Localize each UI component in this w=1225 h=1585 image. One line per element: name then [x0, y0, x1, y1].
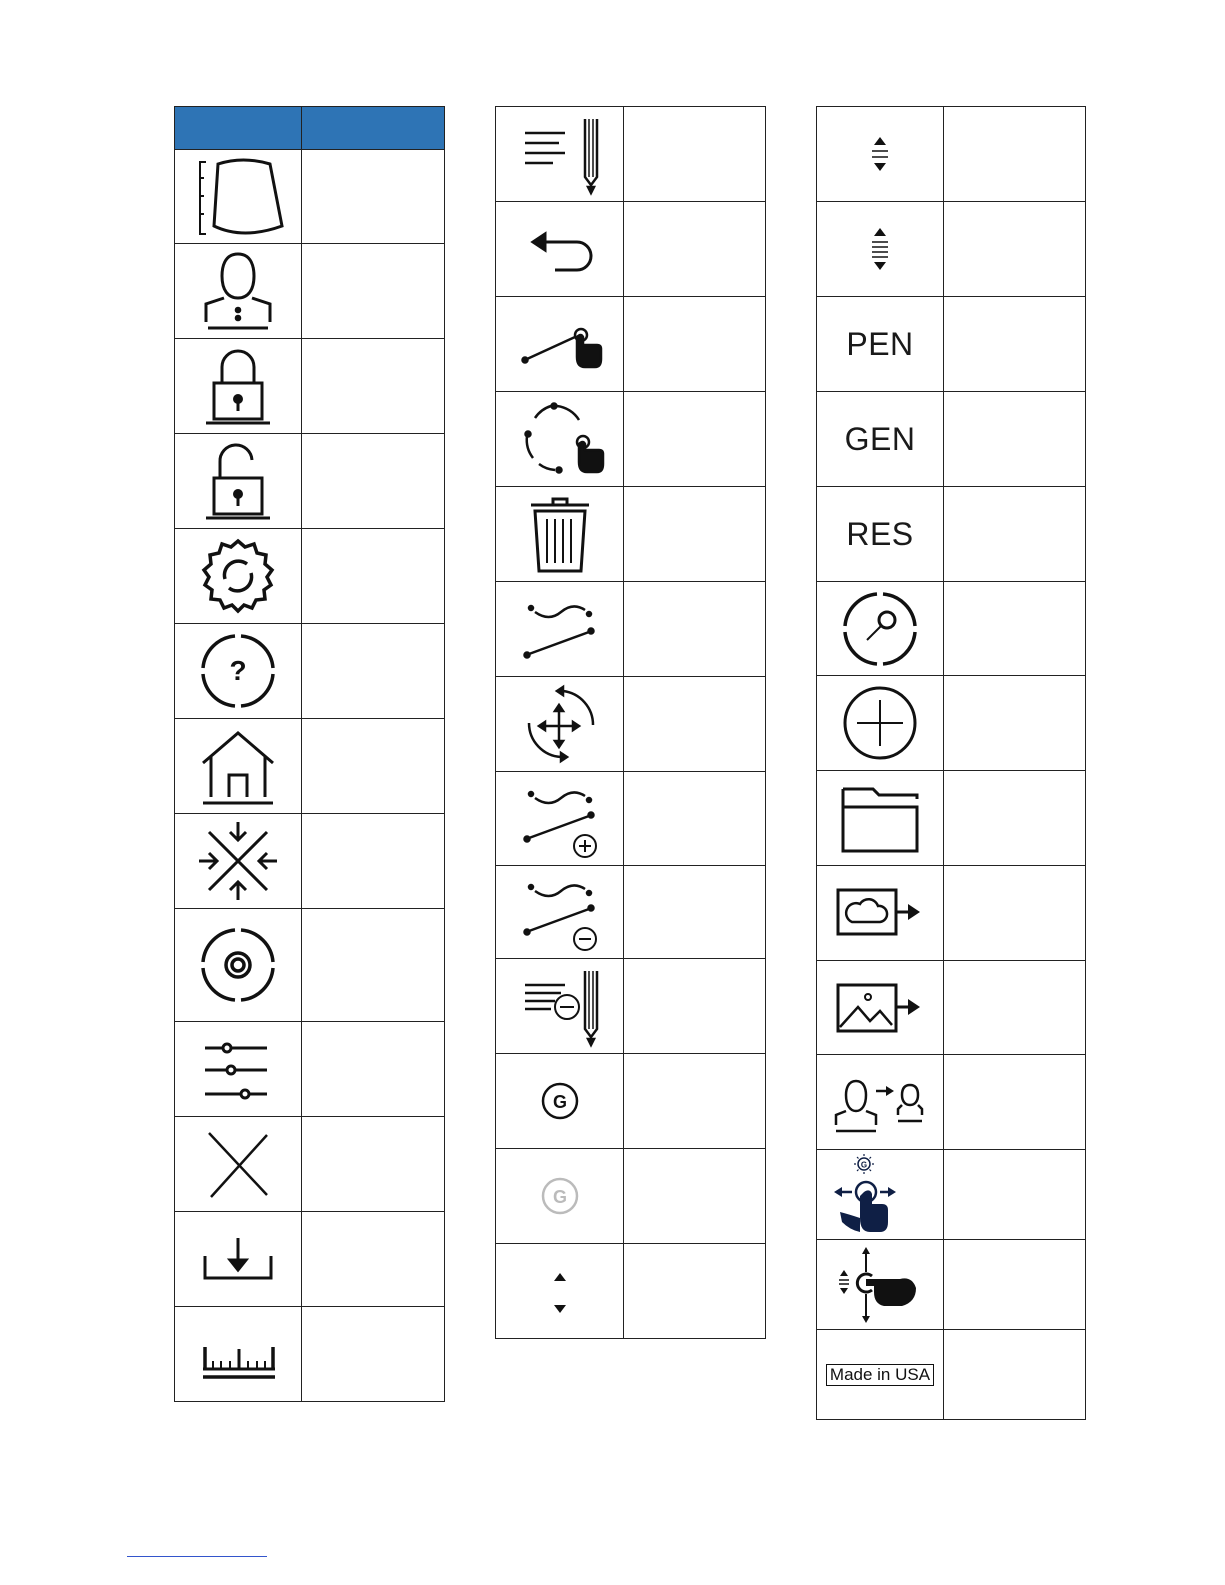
description: [302, 244, 445, 339]
description: [944, 202, 1086, 297]
settings-gear-icon: [175, 529, 302, 624]
made-in-usa-badge: Made in USA: [817, 1330, 944, 1420]
table-row: [496, 582, 766, 677]
description: [302, 339, 445, 434]
table-row: [175, 719, 445, 814]
description: [624, 392, 766, 487]
table-header: [175, 107, 445, 150]
footer-rule: [127, 1556, 267, 1557]
description: [624, 1054, 766, 1149]
table-row: [817, 1330, 1086, 1420]
table-row: [496, 772, 766, 866]
description: [302, 1307, 445, 1402]
table-row: [817, 297, 1086, 392]
gain-swipe-gesture-icon: [817, 1150, 944, 1240]
description: [624, 772, 766, 866]
linear-measure-touch-icon: [496, 297, 624, 392]
description: [624, 582, 766, 677]
table-row: [175, 1117, 445, 1212]
res-label: RES: [817, 487, 944, 582]
table-row: [175, 909, 445, 1022]
description: [944, 1240, 1086, 1330]
description: [944, 107, 1086, 202]
help-icon: [175, 624, 302, 719]
table-row: [496, 677, 766, 772]
cloud-export-icon: [817, 866, 944, 961]
depth-swipe-gesture-icon: [817, 1240, 944, 1330]
cross-lines-icon: [175, 1117, 302, 1212]
description: [624, 1149, 766, 1244]
gain-disabled-icon: [496, 1149, 624, 1244]
table-row: [175, 339, 445, 434]
sliders-icon: [175, 1022, 302, 1117]
description: [944, 1330, 1086, 1420]
description: [302, 624, 445, 719]
gen-label: GEN: [817, 392, 944, 487]
table-row: [175, 1022, 445, 1117]
description: [302, 1022, 445, 1117]
description: [302, 434, 445, 529]
depth-adjust-icon: [817, 107, 944, 202]
table-row: [496, 1054, 766, 1149]
pen-label: PEN: [817, 297, 944, 392]
annotate-remove-icon: [496, 959, 624, 1054]
description: [624, 202, 766, 297]
table-row: [496, 1149, 766, 1244]
table-row: [175, 814, 445, 909]
trace-remove-icon: [496, 866, 624, 959]
table-row: [496, 959, 766, 1054]
gain-icon: [496, 1054, 624, 1149]
patient-icon: [175, 244, 302, 339]
description: [944, 582, 1086, 676]
table-row: [175, 529, 445, 624]
patient-transfer-icon: [817, 1055, 944, 1150]
description: [944, 297, 1086, 392]
rotate-move-icon: [496, 677, 624, 772]
symbols-table-1: [174, 106, 445, 1402]
description: [302, 1212, 445, 1307]
trace-add-icon: [496, 772, 624, 866]
table-row: [496, 297, 766, 392]
table-row: [817, 771, 1086, 866]
svg-text:?: ?: [229, 655, 247, 686]
up-down-arrows-icon: [496, 1244, 624, 1339]
description: [944, 1055, 1086, 1150]
unlock-icon: [175, 434, 302, 529]
ellipse-measure-touch-icon: [496, 392, 624, 487]
symbols-table-2: [495, 106, 766, 1339]
description: [624, 297, 766, 392]
table-row: [817, 582, 1086, 676]
annotate-pencil-icon: [496, 107, 624, 202]
undo-icon: [496, 202, 624, 297]
lock-icon: [175, 339, 302, 434]
svg-text:G: G: [552, 1187, 567, 1207]
description: [624, 487, 766, 582]
description: [302, 814, 445, 909]
table-row: [175, 624, 445, 719]
table-row: [817, 107, 1086, 202]
table-row: [175, 1307, 445, 1402]
table-row: [496, 392, 766, 487]
table-row: [817, 1055, 1086, 1150]
depth-scale-icon: [175, 150, 302, 244]
table-row: [817, 1240, 1086, 1330]
table-row: [817, 487, 1086, 582]
description: [624, 959, 766, 1054]
header-description: [302, 107, 445, 150]
description: [302, 719, 445, 814]
description: [302, 909, 445, 1022]
add-circle-icon: [817, 676, 944, 771]
description: [944, 866, 1086, 961]
symbols-table-3: [816, 106, 1086, 1420]
description: [302, 1117, 445, 1212]
table-row: [817, 866, 1086, 961]
description: [302, 529, 445, 624]
description: [944, 961, 1086, 1055]
table-row: [175, 244, 445, 339]
description: [624, 677, 766, 772]
table-row: [496, 487, 766, 582]
zoom-circle-icon: [817, 582, 944, 676]
depth-adjust-alt-icon: [817, 202, 944, 297]
header-symbol: [175, 107, 302, 150]
table-row: [496, 866, 766, 959]
table-row: [817, 202, 1086, 297]
image-export-icon: [817, 961, 944, 1055]
description: [624, 1244, 766, 1339]
table-row: [175, 150, 445, 244]
description: [944, 392, 1086, 487]
table-row: [496, 1244, 766, 1339]
description: [624, 866, 766, 959]
svg-text:G: G: [860, 1160, 868, 1169]
home-icon: [175, 719, 302, 814]
description: [944, 487, 1086, 582]
description: [624, 107, 766, 202]
table-row: [817, 392, 1086, 487]
ruler-icon: [175, 1307, 302, 1402]
table-row: [175, 1212, 445, 1307]
table-row: [817, 961, 1086, 1055]
table-row: [817, 676, 1086, 771]
save-to-tray-icon: [175, 1212, 302, 1307]
table-row: [175, 434, 445, 529]
folder-icon: [817, 771, 944, 866]
description: [302, 150, 445, 244]
trash-icon: [496, 487, 624, 582]
description: [944, 771, 1086, 866]
svg-text:G: G: [552, 1092, 567, 1112]
description: [944, 1150, 1086, 1240]
table-row: [817, 1150, 1086, 1240]
table-row: [496, 107, 766, 202]
table-row: [496, 202, 766, 297]
target-circle-icon: [175, 909, 302, 1022]
description: [944, 676, 1086, 771]
trace-icon: [496, 582, 624, 677]
freeze-icon: [175, 814, 302, 909]
